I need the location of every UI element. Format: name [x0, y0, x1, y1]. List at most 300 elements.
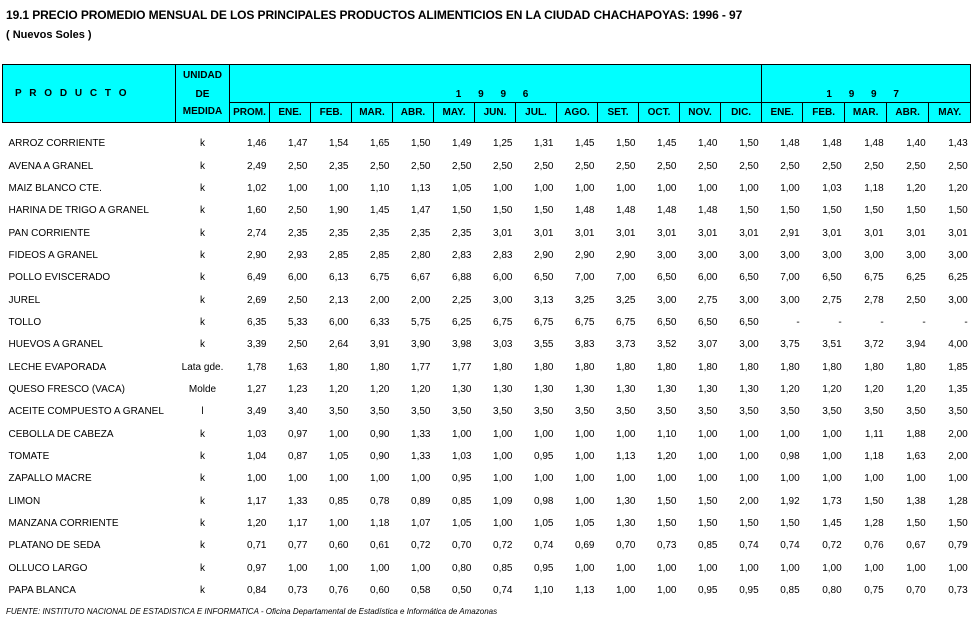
price-cell: 0,85: [329, 495, 349, 507]
price-cell: 2,35: [370, 227, 390, 239]
price-cell: 1,50: [616, 138, 636, 150]
price-cell: 1,00: [822, 428, 842, 440]
price-cell: 3,50: [698, 406, 718, 418]
price-cell: 0,98: [534, 495, 554, 507]
price-cell: 1,00: [329, 518, 349, 530]
price-cell: 3,50: [329, 406, 349, 418]
price-cell: 2,74: [247, 227, 267, 239]
price-cell: 1,80: [739, 361, 759, 373]
price-cell: 0,80: [822, 585, 842, 597]
price-cell: 1,10: [370, 182, 390, 194]
price-cell: 1,50: [822, 205, 842, 217]
table-row: [3, 200, 971, 222]
month-header-1997: ABR.: [887, 102, 929, 122]
price-cell: 1,00: [329, 182, 349, 194]
price-cell: 1,47: [288, 138, 308, 150]
price-cell: 3,00: [698, 249, 718, 261]
price-cell: 1,20: [780, 383, 800, 395]
price-cell: 1,00: [657, 562, 677, 574]
price-cell: 6,00: [698, 272, 718, 284]
price-cell: 3,39: [247, 339, 267, 351]
price-cell: 1,30: [616, 495, 636, 507]
price-cell: 1,00: [948, 473, 968, 485]
price-cell: 1,00: [370, 562, 390, 574]
table-row: [3, 334, 971, 356]
product-name: HUEVOS A GRANEL: [8, 339, 103, 351]
price-cell: 1,10: [657, 428, 677, 440]
price-cell: 2,50: [288, 205, 308, 217]
price-cell: 3,94: [906, 339, 926, 351]
price-cell: 1,00: [534, 182, 554, 194]
price-cell: 1,80: [616, 361, 636, 373]
page-subtitle: ( Nuevos Soles ): [6, 29, 92, 41]
unit-of-measure: l: [201, 406, 204, 418]
price-cell: 1,00: [616, 562, 636, 574]
price-cell: 0,85: [698, 540, 718, 552]
price-cell: 0,95: [534, 450, 554, 462]
price-cell: 2,50: [739, 160, 759, 172]
price-cell: 3,00: [739, 249, 759, 261]
price-cell: 1,80: [698, 361, 718, 373]
price-cell: 1,07: [411, 518, 431, 530]
unit-of-measure: k: [200, 160, 205, 172]
price-cell: 6,00: [493, 272, 513, 284]
price-cell: 1,00: [616, 182, 636, 194]
price-cell: 1,30: [493, 383, 513, 395]
price-cell: 3,01: [864, 227, 884, 239]
price-cell: 1,80: [780, 361, 800, 373]
price-cell: 6,67: [411, 272, 431, 284]
product-name: TOLLO: [8, 316, 42, 328]
price-cell: 1,30: [657, 383, 677, 395]
price-cell: 6,50: [739, 316, 759, 328]
price-cell: 6,50: [739, 272, 759, 284]
price-cell: 1,48: [780, 138, 800, 150]
price-cell: 1,47: [411, 205, 431, 217]
table-row: [3, 579, 971, 601]
price-cell: 1,80: [657, 361, 677, 373]
price-cell: 1,78: [247, 361, 267, 373]
price-cell: 0,97: [247, 562, 267, 574]
price-cell: 2,00: [370, 294, 390, 306]
product-name: PLATANO DE SEDA: [8, 540, 101, 552]
price-cell: 1,77: [452, 361, 472, 373]
price-cell: 1,00: [906, 473, 926, 485]
price-cell: 2,50: [616, 160, 636, 172]
table-row: [3, 177, 971, 199]
unit-of-measure: k: [200, 540, 205, 552]
price-cell: 2,00: [739, 495, 759, 507]
price-cell: 3,75: [780, 339, 800, 351]
price-cell: 6,00: [288, 272, 308, 284]
price-cell: 2,49: [247, 160, 267, 172]
price-cell: 0,76: [329, 585, 349, 597]
year-1996-header: 1 9 9 6: [230, 65, 762, 103]
price-cell: 0,78: [370, 495, 390, 507]
price-cell: 6,75: [575, 316, 595, 328]
price-cell: 1,09: [493, 495, 513, 507]
price-cell: 3,50: [780, 406, 800, 418]
price-cell: 0,70: [452, 540, 472, 552]
price-cell: 2,50: [493, 160, 513, 172]
product-name: AVENA A GRANEL: [8, 160, 94, 172]
price-cell: 1,23: [288, 383, 308, 395]
price-cell: 2,75: [822, 294, 842, 306]
price-cell: 6,00: [329, 316, 349, 328]
price-cell: 2,69: [247, 294, 267, 306]
price-cell: 1,00: [329, 428, 349, 440]
price-cell: 1,50: [864, 205, 884, 217]
price-cell: 1,48: [864, 138, 884, 150]
unit-of-measure: k: [200, 205, 205, 217]
price-cell: 3,50: [493, 406, 513, 418]
price-cell: 1,00: [822, 450, 842, 462]
price-cell: 5,33: [288, 316, 308, 328]
price-cell: 0,72: [411, 540, 431, 552]
price-cell: 1,00: [493, 518, 513, 530]
price-cell: 1,20: [411, 383, 431, 395]
product-name: JUREL: [8, 294, 41, 306]
product-name: CEBOLLA DE CABEZA: [8, 428, 114, 440]
price-cell: 1,20: [948, 182, 968, 194]
price-cell: 1,00: [575, 450, 595, 462]
month-header-1996: SET.: [598, 102, 639, 122]
price-cell: 1,50: [906, 205, 926, 217]
price-cell: 1,80: [822, 361, 842, 373]
price-cell: 1,00: [780, 182, 800, 194]
price-cell: 3,91: [370, 339, 390, 351]
price-cell: 1,03: [822, 182, 842, 194]
unit-of-measure: k: [200, 473, 205, 485]
price-cell: 1,50: [739, 138, 759, 150]
price-cell: 3,50: [452, 406, 472, 418]
price-cell: 3,03: [493, 339, 513, 351]
table-row: [3, 535, 971, 557]
price-cell: 1,48: [575, 205, 595, 217]
price-cell: 2,35: [452, 227, 472, 239]
price-cell: 3,50: [411, 406, 431, 418]
price-cell: 1,50: [452, 205, 472, 217]
price-cell: 1,00: [575, 473, 595, 485]
price-cell: 0,95: [452, 473, 472, 485]
price-cell: 0,77: [288, 540, 308, 552]
price-cell: 1,00: [616, 585, 636, 597]
price-cell: 1,00: [657, 473, 677, 485]
price-cell: 3,00: [948, 294, 968, 306]
price-cell: 6,25: [452, 316, 472, 328]
price-cell: 1,35: [948, 383, 968, 395]
price-cell: 6,75: [864, 272, 884, 284]
price-cell: 2,85: [370, 249, 390, 261]
price-cell: -: [964, 316, 968, 328]
price-cell: 1,20: [822, 383, 842, 395]
price-cell: 2,00: [948, 450, 968, 462]
price-cell: 6,88: [452, 272, 472, 284]
price-cell: 2,50: [864, 160, 884, 172]
price-cell: 1,28: [948, 495, 968, 507]
price-cell: 1,46: [247, 138, 267, 150]
month-header-1996: MAY.: [434, 102, 475, 122]
price-cell: 2,50: [452, 160, 472, 172]
price-cell: 3,01: [906, 227, 926, 239]
month-header-1996: FEB.: [311, 102, 352, 122]
price-cell: 1,63: [288, 361, 308, 373]
unit-of-measure: k: [200, 450, 205, 462]
price-cell: 2,50: [370, 160, 390, 172]
price-cell: 3,52: [657, 339, 677, 351]
price-cell: 3,01: [948, 227, 968, 239]
price-cell: 3,01: [822, 227, 842, 239]
price-cell: 3,01: [493, 227, 513, 239]
unit-of-measure: k: [200, 249, 205, 261]
price-cell: 1,30: [739, 383, 759, 395]
price-cell: 1,05: [452, 182, 472, 194]
price-cell: 1,50: [534, 205, 554, 217]
price-cell: 1,00: [822, 562, 842, 574]
price-cell: -: [922, 316, 926, 328]
table-header: [3, 65, 971, 123]
table-row: [3, 244, 971, 266]
price-cell: 1,00: [493, 473, 513, 485]
price-cell: 3,00: [657, 294, 677, 306]
price-cell: 2,78: [864, 294, 884, 306]
month-header-1996: PROM.: [230, 102, 270, 122]
price-cell: 3,00: [780, 294, 800, 306]
price-cell: 0,60: [370, 585, 390, 597]
product-name: MANZANA CORRIENTE: [8, 518, 119, 530]
price-cell: 1,00: [739, 473, 759, 485]
price-cell: 3,25: [575, 294, 595, 306]
price-cell: 1,80: [906, 361, 926, 373]
price-cell: 1,00: [411, 473, 431, 485]
price-cell: 2,90: [534, 249, 554, 261]
product-name: MAIZ BLANCO CTE.: [8, 182, 102, 194]
price-cell: 7,00: [575, 272, 595, 284]
price-cell: 1,45: [370, 205, 390, 217]
price-cell: 1,50: [948, 205, 968, 217]
product-name: TOMATE: [8, 450, 50, 462]
price-cell: 3,25: [616, 294, 636, 306]
price-cell: 6,13: [329, 272, 349, 284]
unit-header-line1: UNIDAD: [176, 65, 230, 87]
price-cell: 2,90: [247, 249, 267, 261]
price-cell: 1,50: [493, 205, 513, 217]
price-cell: 1,63: [906, 450, 926, 462]
price-cell: 0,89: [411, 495, 431, 507]
price-cell: 1,00: [698, 450, 718, 462]
price-cell: 3,50: [864, 406, 884, 418]
price-cell: 0,95: [698, 585, 718, 597]
table-row: [3, 423, 971, 445]
price-cell: 3,00: [780, 249, 800, 261]
unit-of-measure: Lata gde.: [181, 361, 224, 373]
price-cell: 7,00: [780, 272, 800, 284]
price-cell: 6,50: [657, 272, 677, 284]
price-cell: 1,30: [575, 383, 595, 395]
price-cell: 1,50: [739, 205, 759, 217]
product-name: PAN CORRIENTE: [8, 227, 90, 239]
price-cell: 3,00: [493, 294, 513, 306]
product-name: ARROZ CORRIENTE: [8, 138, 106, 150]
price-cell: 0,74: [534, 540, 554, 552]
price-cell: 1,45: [822, 518, 842, 530]
price-cell: 3,98: [452, 339, 472, 351]
price-cell: 1,02: [247, 182, 267, 194]
price-cell: 2,50: [411, 160, 431, 172]
price-cell: 0,70: [906, 585, 926, 597]
price-cell: 1,50: [780, 205, 800, 217]
table-row: [3, 490, 971, 512]
product-name: PAPA BLANCA: [8, 585, 76, 597]
price-cell: 1,00: [288, 473, 308, 485]
unit-of-measure: k: [200, 182, 205, 194]
price-cell: 1,73: [822, 495, 842, 507]
table-row: [3, 401, 971, 423]
price-cell: -: [880, 316, 884, 328]
price-cell: 1,00: [288, 562, 308, 574]
month-header-1996: ENE.: [270, 102, 311, 122]
price-cell: 1,00: [329, 562, 349, 574]
price-cell: 1,00: [493, 182, 513, 194]
price-cell: 1,20: [906, 383, 926, 395]
price-cell: 2,91: [780, 227, 800, 239]
price-cell: 1,04: [247, 450, 267, 462]
price-cell: 1,33: [411, 450, 431, 462]
price-cell: 2,50: [780, 160, 800, 172]
product-name: ZAPALLO MACRE: [8, 473, 92, 485]
price-cell: 0,95: [739, 585, 759, 597]
price-cell: 1,50: [739, 518, 759, 530]
price-cell: 0,72: [822, 540, 842, 552]
price-cell: 6,75: [370, 272, 390, 284]
price-cell: 0,87: [288, 450, 308, 462]
product-name: HARINA DE TRIGO A GRANEL: [8, 205, 149, 217]
price-cell: 1,54: [329, 138, 349, 150]
price-cell: 0,73: [288, 585, 308, 597]
unit-of-measure: k: [200, 562, 205, 574]
price-cell: 3,73: [616, 339, 636, 351]
price-cell: 1,20: [247, 518, 267, 530]
price-cell: 3,00: [657, 249, 677, 261]
unit-header-line3: MEDIDA: [176, 102, 230, 122]
price-cell: 1,20: [329, 383, 349, 395]
month-header-1997: ENE.: [762, 102, 803, 122]
price-cell: 6,50: [534, 272, 554, 284]
unit-of-measure: k: [200, 227, 205, 239]
price-cell: 1,00: [288, 182, 308, 194]
price-cell: -: [838, 316, 842, 328]
price-cell: 3,00: [864, 249, 884, 261]
price-cell: 2,35: [288, 227, 308, 239]
price-cell: 2,83: [452, 249, 472, 261]
price-cell: 3,50: [534, 406, 554, 418]
price-cell: 0,71: [247, 540, 267, 552]
price-cell: 1,13: [411, 182, 431, 194]
price-cell: 2,35: [329, 227, 349, 239]
price-cell: 1,48: [698, 205, 718, 217]
price-cell: 1,00: [906, 562, 926, 574]
price-cell: 1,27: [247, 383, 267, 395]
table-row: [3, 155, 971, 177]
price-cell: 1,48: [822, 138, 842, 150]
price-cell: 3,01: [616, 227, 636, 239]
unit-of-measure: k: [200, 138, 205, 150]
product-name: QUESO FRESCO (VACA): [8, 383, 125, 395]
price-cell: 3,07: [698, 339, 718, 351]
price-cell: 1,65: [370, 138, 390, 150]
price-cell: 1,20: [864, 383, 884, 395]
price-cell: 2,25: [452, 294, 472, 306]
price-cell: 1,50: [657, 495, 677, 507]
price-cell: 1,31: [534, 138, 554, 150]
price-cell: 6,50: [657, 316, 677, 328]
price-cell: 6,35: [247, 316, 267, 328]
price-cell: 0,70: [616, 540, 636, 552]
price-cell: 1,00: [452, 428, 472, 440]
price-cell: 1,45: [657, 138, 677, 150]
price-cell: 0,85: [780, 585, 800, 597]
price-cell: 1,43: [948, 138, 968, 150]
unit-of-measure: k: [200, 316, 205, 328]
price-cell: 1,45: [575, 138, 595, 150]
source-footnote: FUENTE: INSTITUTO NACIONAL DE ESTADISTICA E INFORMATICA - Oficina Departamental de Estadística e Informática de Amazonas: [6, 607, 498, 616]
price-cell: 1,10: [534, 585, 554, 597]
price-cell: 6,25: [906, 272, 926, 284]
unit-of-measure: k: [200, 272, 205, 284]
price-cell: 7,00: [616, 272, 636, 284]
price-cell: 1,18: [864, 182, 884, 194]
price-cell: 1,00: [575, 428, 595, 440]
table-row: [3, 267, 971, 289]
price-cell: 3,50: [575, 406, 595, 418]
price-cell: 1,00: [247, 473, 267, 485]
price-cell: 1,50: [657, 518, 677, 530]
year-1997-header: 1 9 9 7: [762, 65, 971, 103]
price-cell: 1,00: [329, 473, 349, 485]
product-name: FIDEOS A GRANEL: [8, 249, 98, 261]
price-cell: 1,49: [452, 138, 472, 150]
table-row: [3, 133, 971, 155]
price-cell: 2,13: [329, 294, 349, 306]
price-cell: 1,00: [698, 428, 718, 440]
table-row: [3, 557, 971, 579]
price-cell: 3,50: [739, 406, 759, 418]
price-cell: 3,01: [575, 227, 595, 239]
price-cell: 0,73: [948, 585, 968, 597]
price-cell: 0,73: [657, 540, 677, 552]
price-cell: 0,95: [534, 562, 554, 574]
product-name: POLLO EVISCERADO: [8, 272, 111, 284]
price-cell: 2,83: [493, 249, 513, 261]
price-cell: 1,00: [864, 473, 884, 485]
price-cell: 2,35: [411, 227, 431, 239]
unit-of-measure: k: [200, 339, 205, 351]
price-cell: 1,50: [948, 518, 968, 530]
page-title: 19.1 PRECIO PROMEDIO MENSUAL DE LOS PRINCIPALES PRODUCTOS ALIMENTICIOS EN LA CIUDAD CHACHAPOYAS: 1996 - 97: [6, 8, 743, 22]
price-cell: 1,18: [864, 450, 884, 462]
price-cell: 0,98: [780, 450, 800, 462]
price-cell: 3,51: [822, 339, 842, 351]
price-cell: 1,05: [452, 518, 472, 530]
month-header-1996: ABR.: [393, 102, 434, 122]
price-cell: 1,00: [780, 473, 800, 485]
price-cell: 1,25: [493, 138, 513, 150]
price-cell: 0,84: [247, 585, 267, 597]
price-cell: 1,00: [739, 428, 759, 440]
price-cell: 1,00: [493, 450, 513, 462]
price-cell: 2,50: [534, 160, 554, 172]
price-cell: 1,00: [370, 473, 390, 485]
